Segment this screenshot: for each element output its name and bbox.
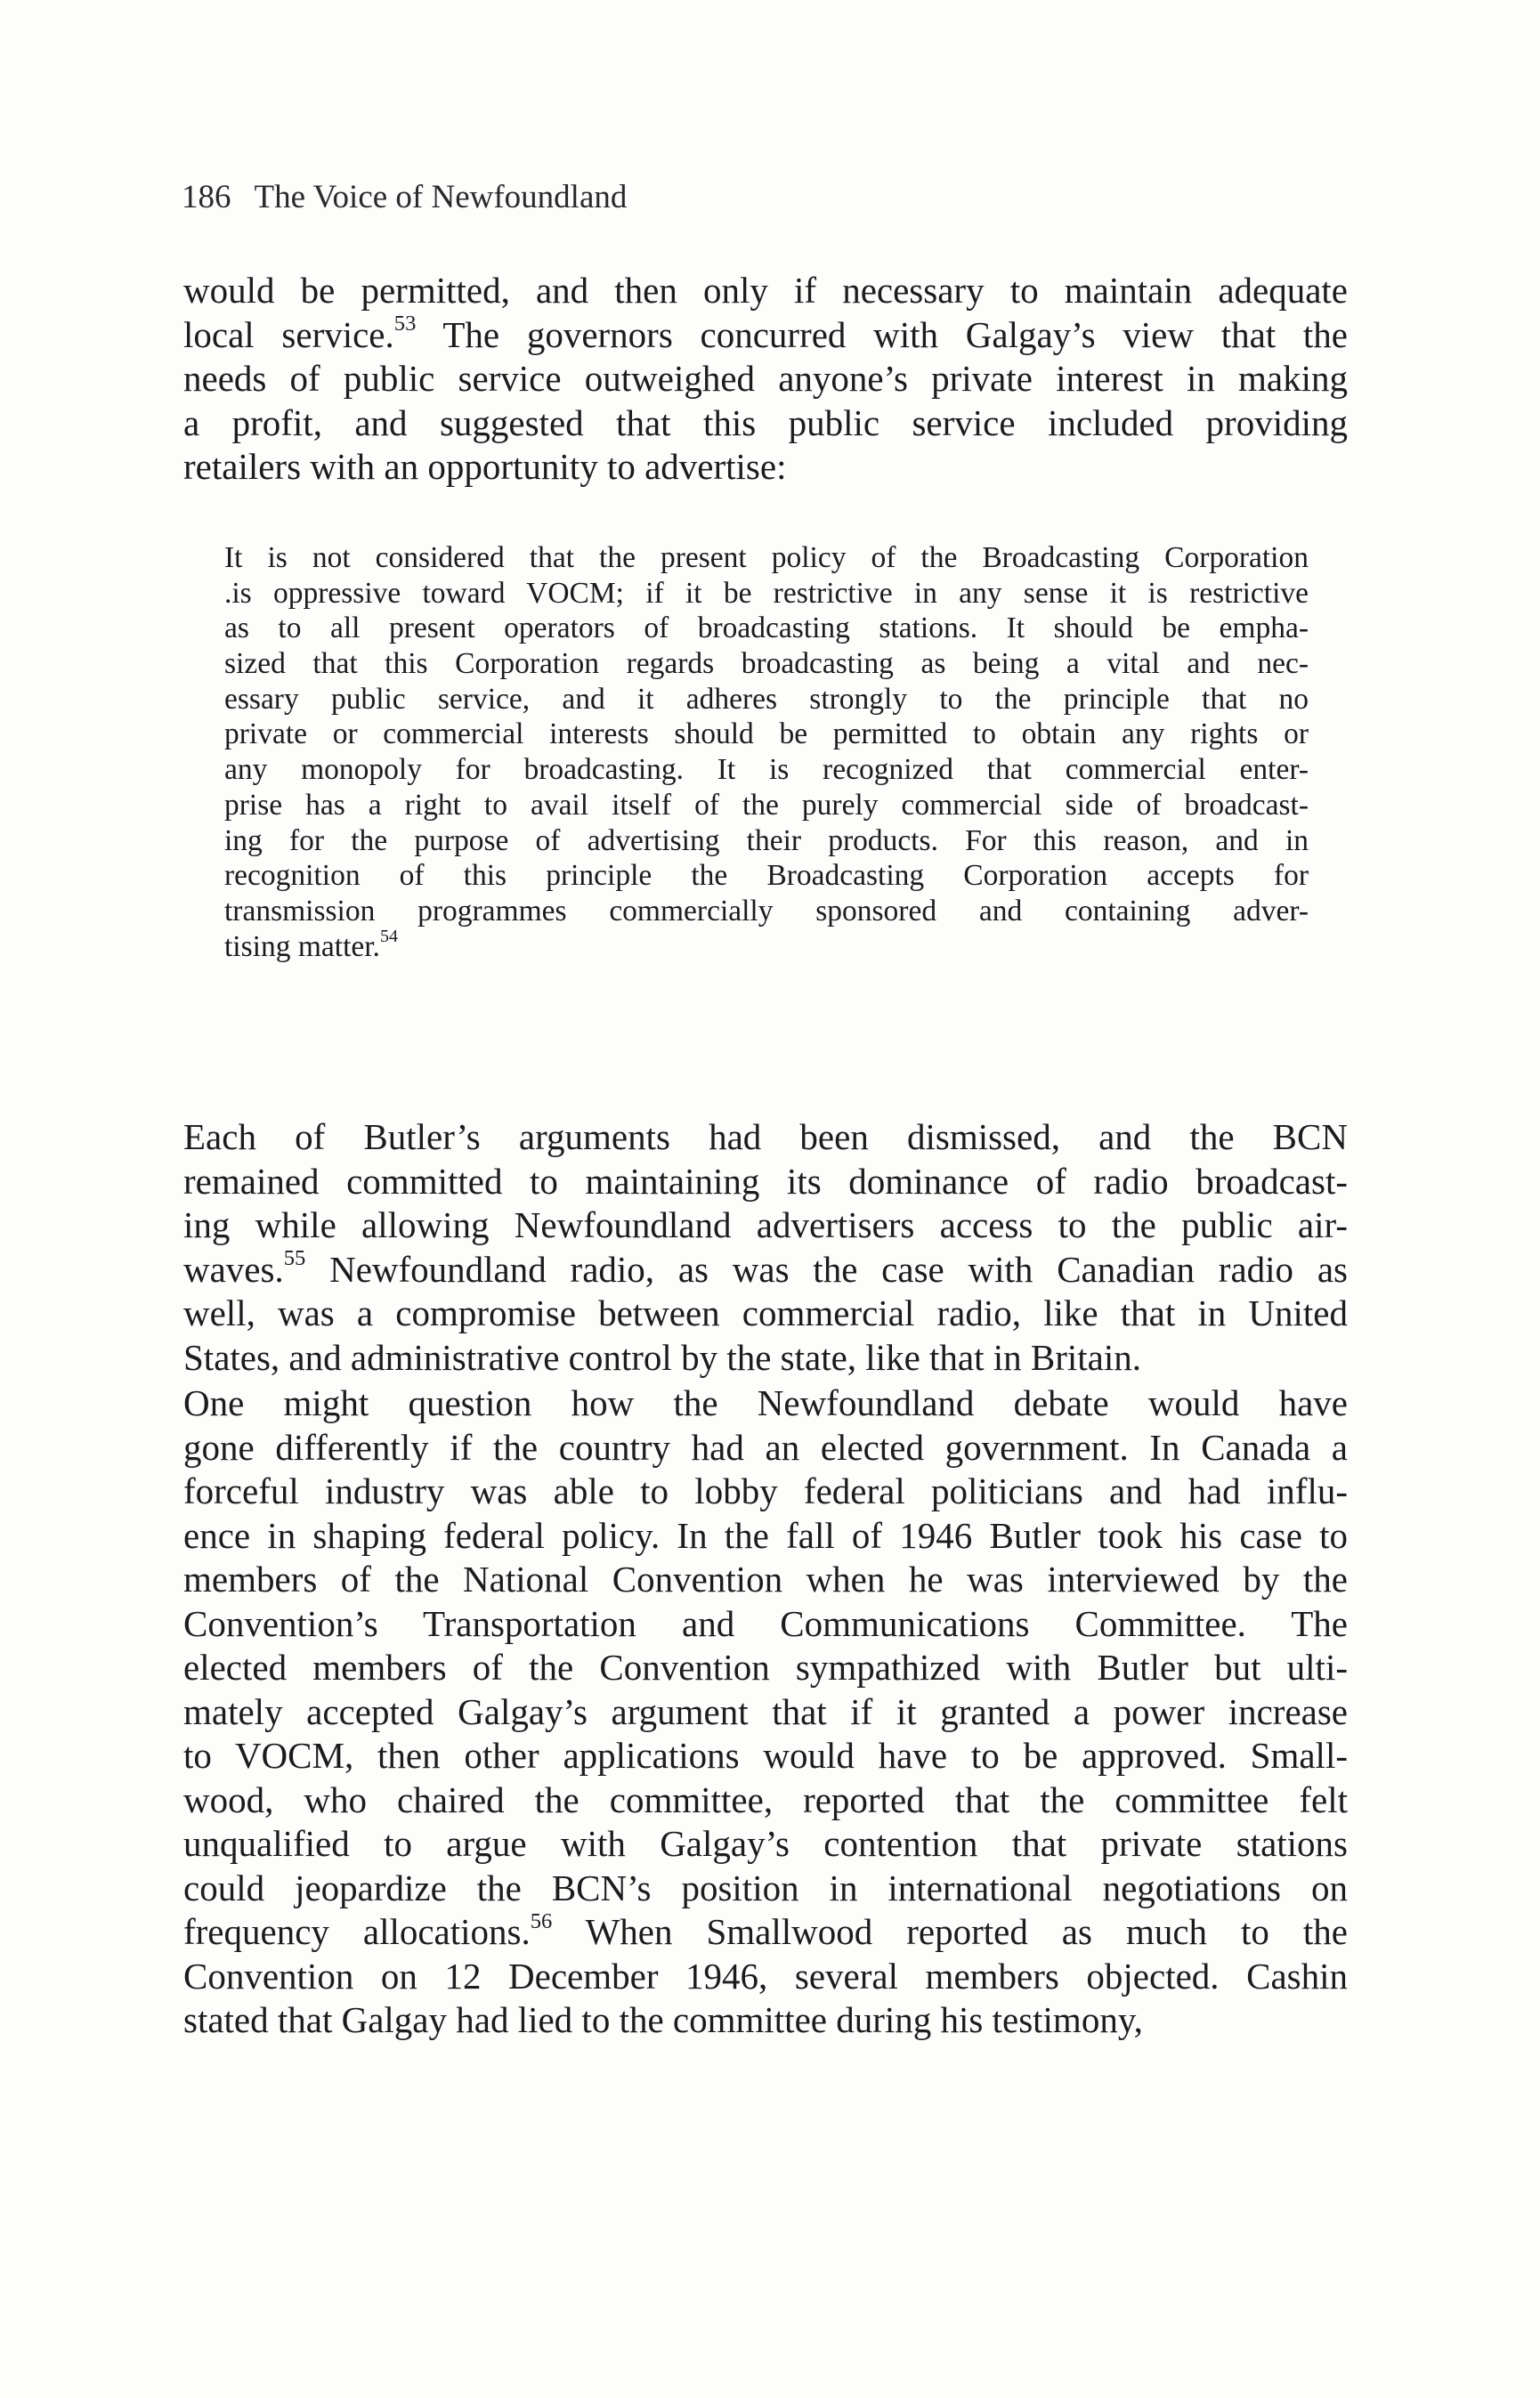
block-quote (224, 540, 1309, 964)
text-line: waves.$^{55}$ Newfoundland radio, as was the case with Canadian radio as (183, 1246, 1348, 1290)
text-line: unqualified to argue with Galgay’s contention that private stations (183, 1823, 1348, 1864)
text-line: sized that this Corporation regards broadcasting as being a vital and nec- (224, 647, 1309, 681)
text-line: ing while allowing Newfoundland advertisers access to the public air- (183, 1204, 1348, 1245)
paragraph (183, 1115, 1348, 1380)
text-line: Convention on 12 December 1946, several members objected. Cashin (183, 1955, 1348, 1997)
text-line: could jeopardize the BCN’s position in international negotiations on (183, 1867, 1348, 1908)
text-line: remained committed to maintaining its dominance of radio broadcast- (183, 1160, 1348, 1202)
footnote-marker: 55 (283, 1246, 306, 1271)
text-line: transmission programmes commercially sponsored and containing adver- (224, 894, 1309, 928)
text-line: frequency allocations.$^{56}$ When Smallwood reported as much to the (183, 1908, 1348, 1952)
text-line: mately accepted Galgay’s argument that if it granted a power increase (183, 1690, 1348, 1732)
text-line: forceful industry was able to lobby federal politicians and had influ- (183, 1470, 1348, 1511)
text-line: One might question how the Newfoundland debate would have (183, 1382, 1348, 1423)
text-line: gone differently if the country had an elected government. In Canada a (183, 1426, 1348, 1468)
text-line: retailers with an opportunity to advertise: (183, 446, 787, 487)
text-line: any monopoly for broadcasting. It is recognized that commercial enter- (224, 753, 1309, 787)
page-number: 186 (182, 179, 231, 215)
running-header (182, 178, 627, 217)
text-line: Convention’s Transportation and Communications Committee. The (183, 1602, 1348, 1644)
text-line: States, and administrative control by the state, like that in Britain. (183, 1336, 1142, 1378)
text-line: to VOCM, then other applications would have to be approved. Small- (183, 1735, 1348, 1776)
text-line: as to all present operators of broadcasting stations. It should be empha- (224, 612, 1309, 645)
text-line: local service.$^{53}$ The governors concurred with Galgay’s view that the (183, 312, 1348, 355)
text-line: a profit, and suggested that this public service included providing (183, 401, 1348, 443)
footnote-marker: 56 (530, 1908, 553, 1933)
paragraph (183, 1381, 1348, 2043)
text-line: Each of Butler’s arguments had been dismissed, and the BCN (183, 1116, 1348, 1157)
text-line: essary public service, and it adheres strongly to the principle that no (224, 682, 1309, 716)
text-line: well, was a compromise between commercial radio, like that in United (183, 1292, 1348, 1333)
text-line: tising matter.$^{54}$ (224, 927, 399, 963)
text-line: members of the National Convention when he was interviewed by the (183, 1559, 1348, 1600)
text-line: would be permitted, and then only if necessary to maintain adequate (183, 270, 1348, 311)
text-line: .is oppressive toward VOCM; if it be restrictive in any sense it is restrictive (224, 576, 1309, 610)
text-line: ing for the purpose of advertising their products. For this reason, and in (224, 823, 1309, 857)
text-line: wood, who chaired the committee, reported that the committee felt (183, 1778, 1348, 1820)
paragraph (183, 269, 1348, 490)
text-line: recognition of this principle the Broadcasting Corporation accepts for (224, 859, 1309, 893)
text-line: stated that Galgay had lied to the committee during his testimony, (183, 1999, 1143, 2040)
text-line: prise has a right to avail itself of the purely commercial side of broadcast- (224, 788, 1309, 822)
text-line: needs of public service outweighed anyone’s private interest in making (183, 358, 1348, 399)
text-line: private or commercial interests should be permitted to obtain any rights or (224, 717, 1309, 751)
footnote-marker: 53 (393, 312, 417, 336)
footnote-marker: 54 (379, 927, 399, 947)
running-title: The Voice of Newfoundland (254, 179, 628, 215)
text-line: It is not considered that the present policy of the Broadcasting Corporation (224, 541, 1309, 574)
text-line: ence in shaping federal policy. In the fall of 1946 Butler took his case to (183, 1514, 1348, 1556)
text-line: elected members of the Convention sympathized with Butler but ulti- (183, 1647, 1348, 1688)
